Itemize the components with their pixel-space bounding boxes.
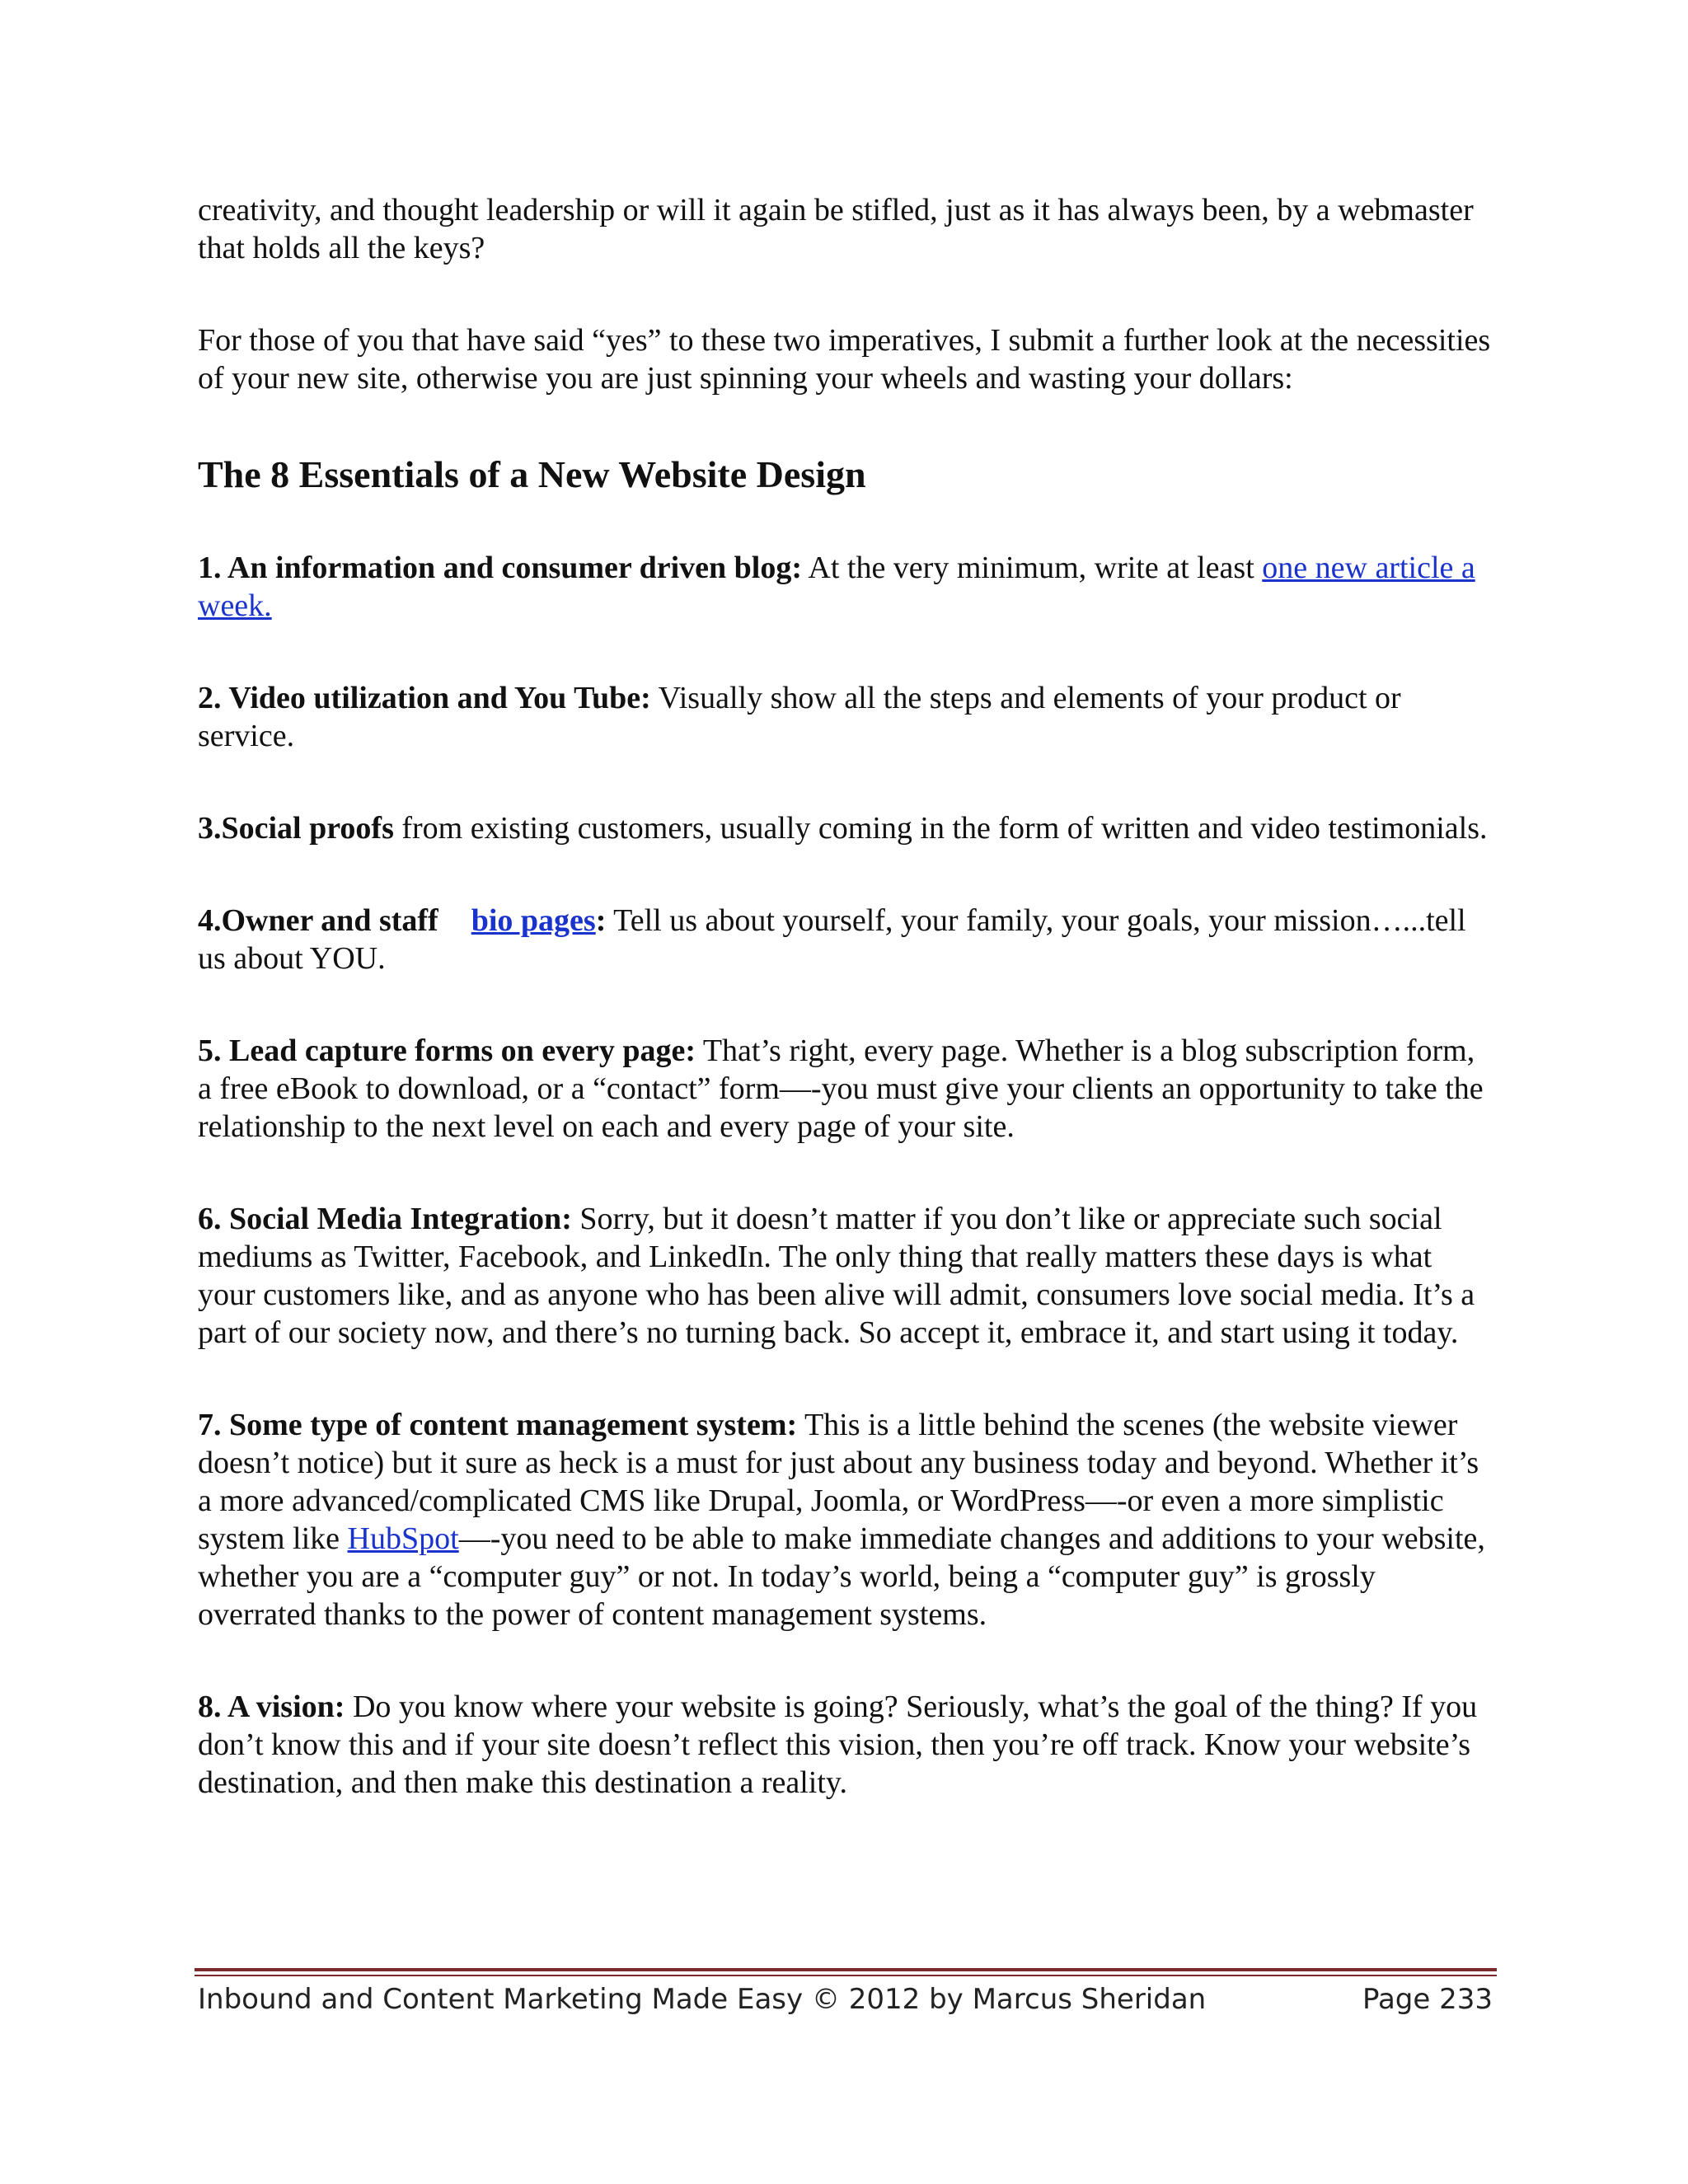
- item-2-lead: 2. Video utilization and You Tube:: [198, 681, 651, 715]
- page-body: [198, 191, 1496, 1802]
- item-6-text: Sorry, but it doesn’t matter if you don’t like or appreciate such social mediums as Twitter, Facebook, and LinkedIn. The only thing that really matters these days is what your customers like, and as anyone who has been alive will admit, consumers love social media. It’s a part of our society now, and there’s no turning back. So accept it, embrace it, and start using it today.: [198, 1202, 1475, 1350]
- item-6-lead: 6. Social Media Integration:: [198, 1202, 572, 1236]
- page-number: Page 233: [1362, 1983, 1493, 2016]
- bio-pages-link[interactable]: bio pages: [471, 903, 596, 938]
- essential-item-2: [198, 679, 1496, 755]
- item-4-text: Tell us about yourself, your family, your goals, your mission…...tell us about YOU.: [198, 903, 1466, 976]
- footer-divider-thin: [195, 1975, 1497, 1976]
- essential-item-4: [198, 902, 1496, 977]
- section-heading: The 8 Essentials of a New Website Design: [198, 453, 866, 495]
- item-5-lead: 5. Lead capture forms on every page:: [198, 1033, 696, 1068]
- item-8-text: Do you know where your website is going? Seriously, what’s the goal of the thing? If you don’t know this and if your site doesn’t reflect this vision, then you’re off track. Know your website’s destination, and then make this destination a reality.: [198, 1690, 1478, 1800]
- item-7-lead: 7. Some type of content management system:: [198, 1408, 798, 1442]
- footer-copyright: Inbound and Content Marketing Made Easy © 2012 by Marcus Sheridan: [198, 1983, 1207, 2016]
- item-2-text: Visually show all the steps and elements of your product or service.: [198, 681, 1401, 753]
- item-7-text-b: —-you need to be able to make immediate changes and additions to your website, whether you are a “computer guy” or not. In today’s world, being a “computer guy” is grossly overrated thanks to the power of content management systems.: [198, 1521, 1485, 1632]
- item-1-text: At the very minimum, write at least: [801, 551, 1263, 585]
- essential-item-7: [198, 1406, 1496, 1633]
- essential-item-5: [198, 1032, 1496, 1146]
- essential-item-8: [198, 1688, 1496, 1802]
- essential-item-1: [198, 549, 1496, 625]
- item-8-lead: 8. A vision:: [198, 1690, 345, 1724]
- item-5-text: That’s right, every page. Whether is a blog subscription form, a free eBook to download, or a “contact” form—-you must give your clients an opportunity to take the relationship to the next level on each and every page of your site.: [198, 1033, 1484, 1144]
- item-4-lead: 4.Owner and staff: [198, 903, 438, 938]
- item-3-text: from existing customers, usually coming in the form of written and video testimonials.: [393, 811, 1488, 846]
- item-1-lead: 1. An information and consumer driven blog:: [198, 551, 802, 585]
- item-3-lead: 3.Social proofs: [198, 811, 394, 846]
- intro-paragraph-2: For those of you that have said “yes” to these two imperatives, I submit a further look at the necessities of your new site, otherwise you are just spinning your wheels and wasting your dollars:: [198, 323, 1491, 396]
- item-4-colon: :: [595, 903, 607, 938]
- essential-item-3: [198, 809, 1496, 847]
- essential-item-6: [198, 1200, 1496, 1352]
- hubspot-link[interactable]: HubSpot: [347, 1521, 459, 1556]
- intro-paragraph-1: creativity, and thought leadership or will it again be stifled, just as it has always been, by a webmaster that holds all the keys?: [198, 193, 1474, 265]
- footer-divider: [195, 1968, 1497, 1971]
- one-new-article-link[interactable]: one new article a week.: [198, 551, 1475, 623]
- item-7-text-a: This is a little behind the scenes (the website viewer doesn’t notice) but it sure as heck is a must for just about any business today and beyond. Whether it’s a more advanced/complicated CMS like Drupal, Joomla, or WordPress—-or even a more simplistic system like: [198, 1408, 1479, 1556]
